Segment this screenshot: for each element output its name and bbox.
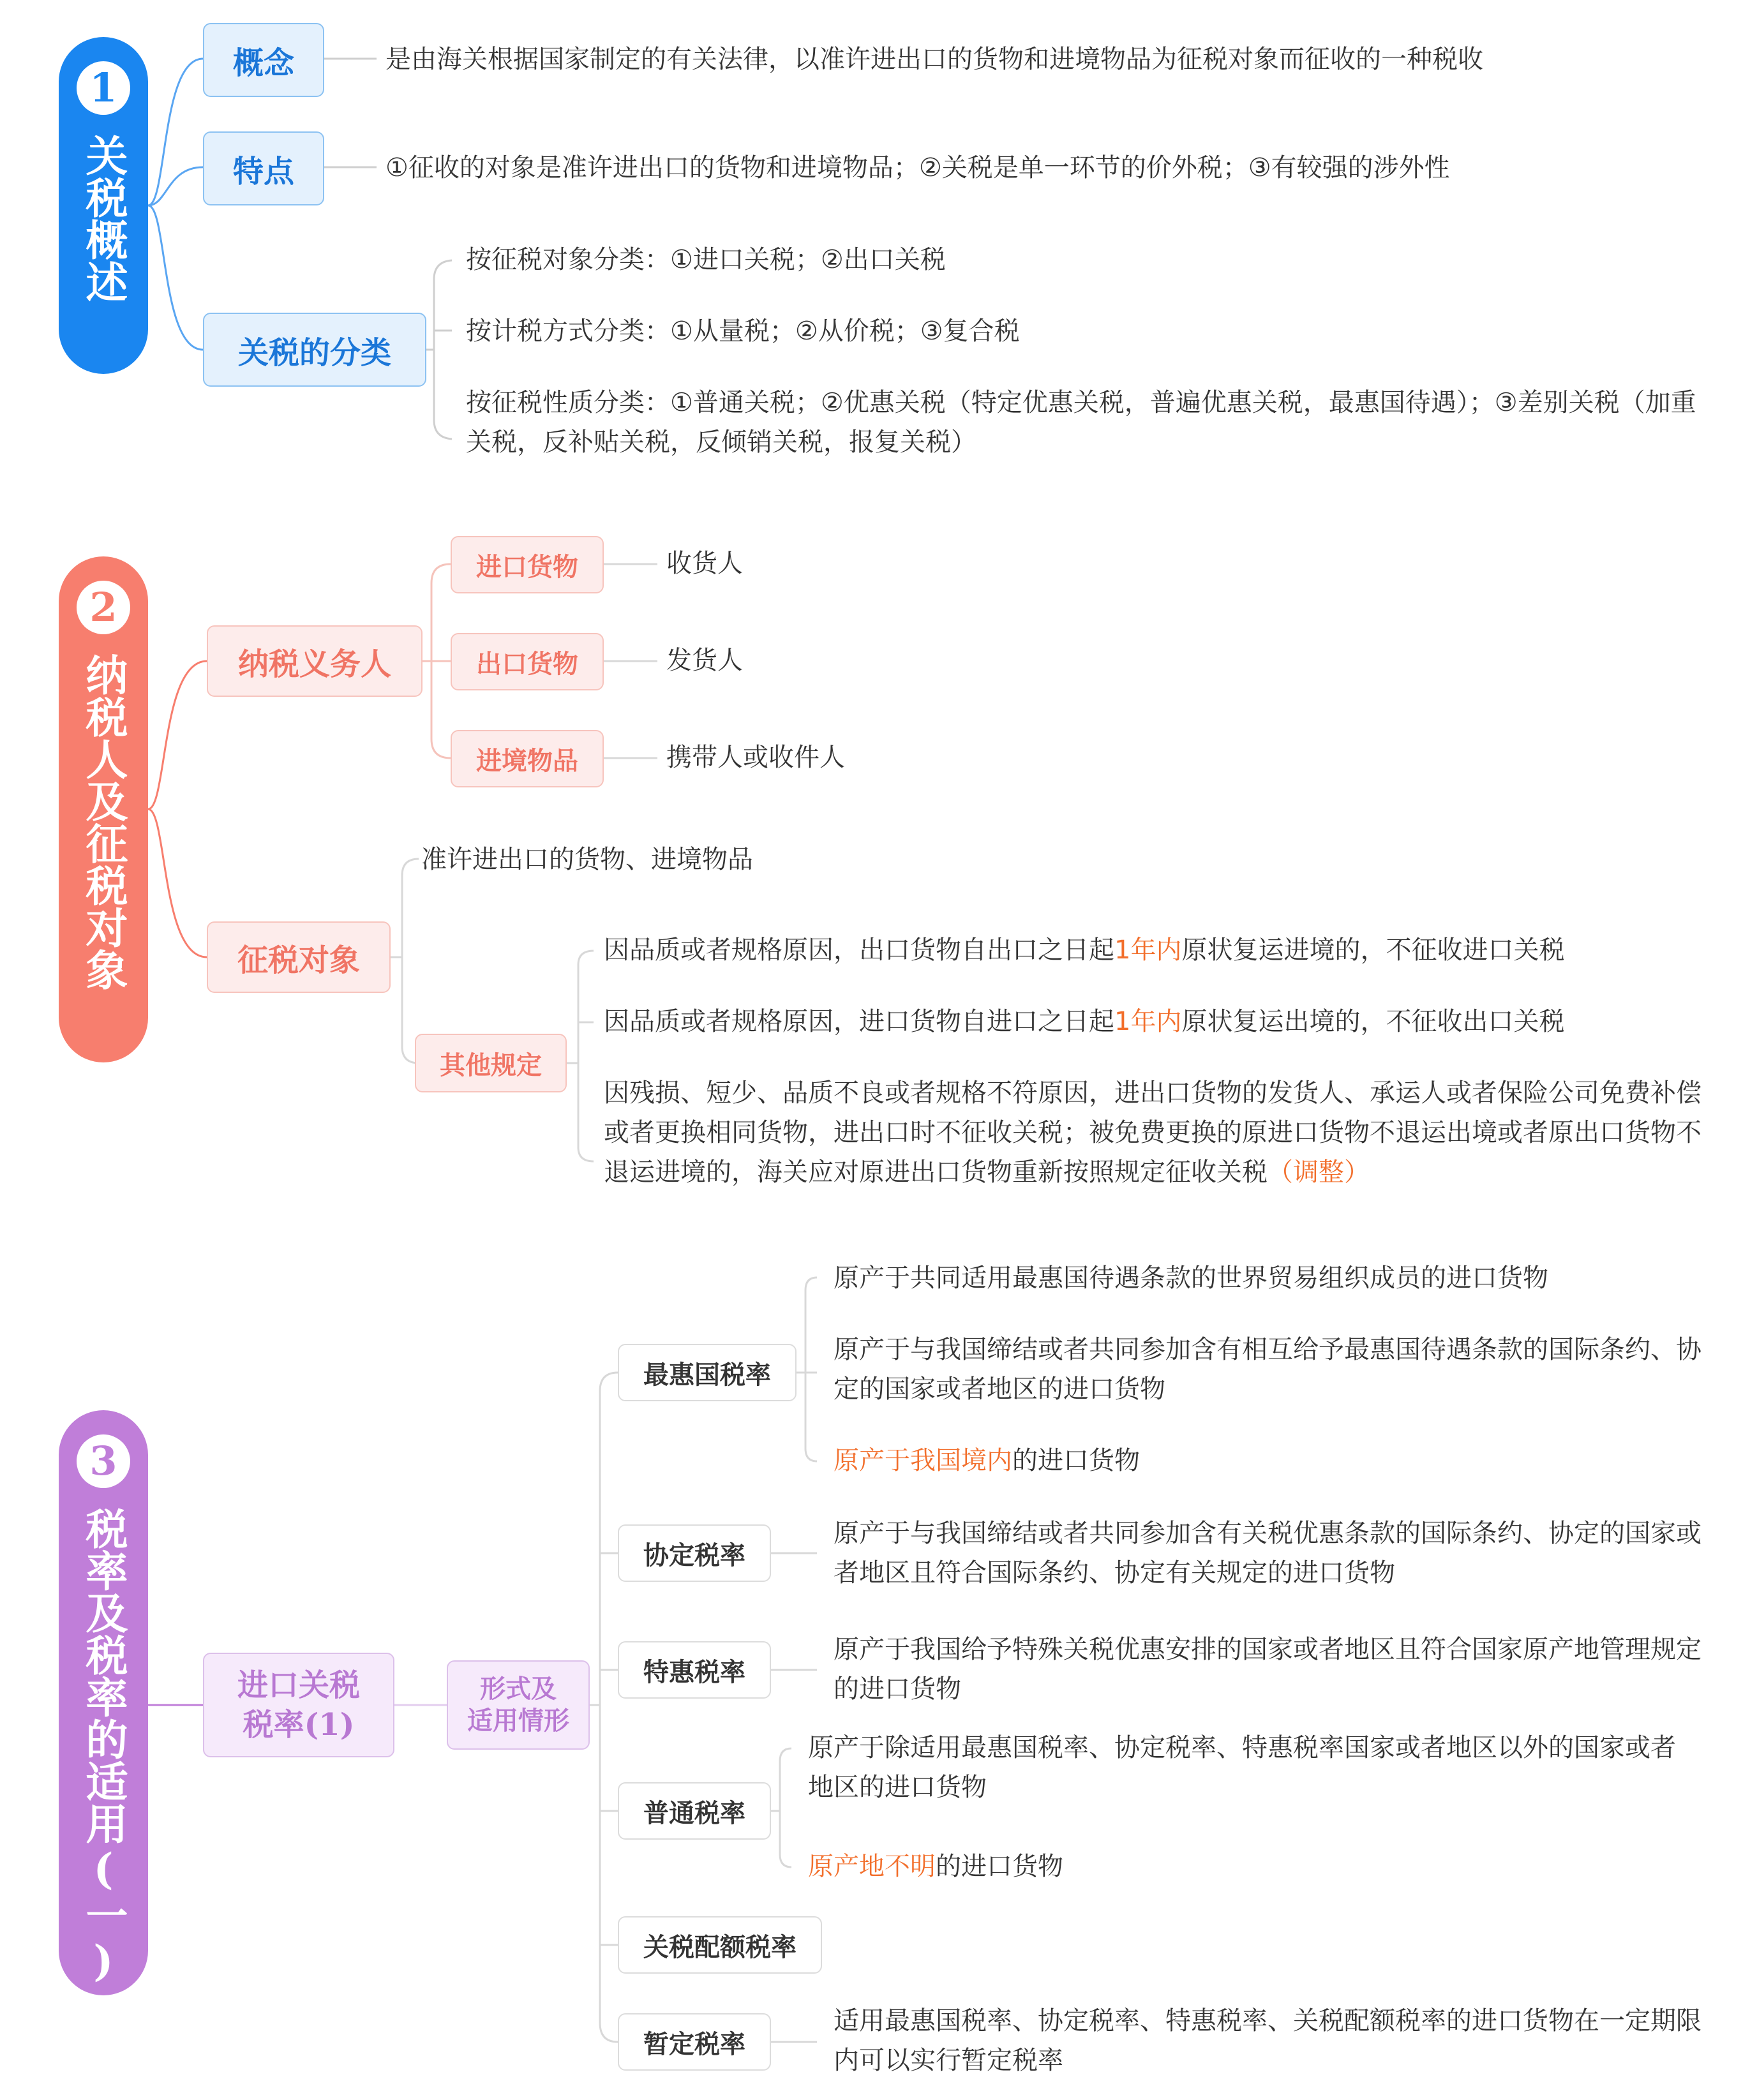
- node-tax-object[interactable]: 征税对象: [207, 921, 391, 993]
- highlight: 1年内: [1114, 935, 1182, 965]
- section-2-number: 2: [77, 581, 130, 634]
- link-s1-features: [148, 167, 203, 205]
- export-goods-text: 发货人: [666, 646, 743, 675]
- node-inbound-articles[interactable]: 进境物品: [451, 730, 604, 787]
- node-form-usage[interactable]: 形式及 适用情形: [447, 1660, 590, 1750]
- link-s2-taxpayer: [148, 661, 207, 809]
- concept-text: 是由海关根据国家制定的有关法律，以准许进出口的货物和进境物品为征税对象而征收的一种税收: [385, 45, 1483, 74]
- highlight: 原产于我国境内: [834, 1446, 1012, 1475]
- section-2-title: 纳税人及征税对象: [79, 653, 128, 990]
- node-mfn-rate[interactable]: 最惠国税率: [618, 1344, 797, 1401]
- section-3-badge: [59, 1410, 148, 1995]
- special-text: 原产于我国给予特殊关税优惠安排的国家或者地区且符合国家原产地管理规定的进口货物: [834, 1635, 1702, 1704]
- node-classification[interactable]: 关税的分类: [203, 313, 426, 387]
- section-2-badge: [59, 556, 148, 1062]
- node-features[interactable]: 特点: [203, 131, 324, 205]
- section-3-title: 税率及税率的适用(一): [79, 1507, 128, 1986]
- node-taxpayer[interactable]: 纳税义务人: [207, 625, 423, 697]
- section-1-title: 关税概述: [79, 134, 128, 302]
- link-s1-class: [148, 205, 203, 350]
- mfn-item: 原产于与我国缔结或者共同参加含有相互给予最惠国待遇条款的国际条约、协定的国家或者地区的进口货物: [834, 1335, 1702, 1404]
- mfn-item: 原产于我国境内的进口货物: [834, 1446, 1140, 1475]
- node-quota-rate[interactable]: 关税配额税率: [618, 1916, 822, 1974]
- classification-item: 按征税性质分类：①普通关税；②优惠关税（特定优惠关税，普遍优惠关税，最惠国待遇）；③差别关税（加重关税，反补贴关税，反倾销关税，报复关税）: [466, 388, 1696, 457]
- node-general-rate[interactable]: 普通税率: [618, 1782, 771, 1840]
- node-concept[interactable]: 概念: [203, 23, 324, 97]
- other-rule-3: 因残损、短少、品质不良或者规格不符原因，进出口货物的发货人、承运人或者保险公司免费补偿或者更换相同货物，进出口时不征收关税；被免费更换的原进口货物不退运出境或者原出口货物不退运进境的，海关应对原进出口货物重新按照规定征收关税（调整）: [604, 1078, 1702, 1187]
- import-goods-text: 收货人: [666, 549, 743, 578]
- general-item: 原产于除适用最惠国税率、协定税率、特惠税率国家或者地区以外的国家或者地区的进口货物: [808, 1733, 1676, 1802]
- link-s2-object: [148, 809, 207, 957]
- section-1-number: 1: [77, 61, 130, 115]
- highlight: 1年内: [1114, 1007, 1182, 1036]
- general-item: 原产地不明的进口货物: [808, 1852, 1063, 1881]
- node-provisional-rate[interactable]: 暂定税率: [618, 2013, 771, 2071]
- provisional-text: 适用最惠国税率、协定税率、特惠税率、关税配额税率的进口货物在一定期限内可以实行暂定税率: [834, 2006, 1702, 2075]
- node-special-rate[interactable]: 特惠税率: [618, 1641, 771, 1699]
- other-rule-2: 因品质或者规格原因，进口货物自进口之日起1年内原状复运出境的，不征收出口关税: [604, 1007, 1565, 1036]
- agreement-text: 原产于与我国缔结或者共同参加含有关税优惠条款的国际条约、协定的国家或者地区且符合国际条约、协定有关规定的进口货物: [834, 1519, 1702, 1588]
- section-3-number: 3: [77, 1434, 130, 1488]
- node-import-rate[interactable]: 进口关税 税率(1): [203, 1653, 394, 1757]
- other-rule-1: 因品质或者规格原因，出口货物自出口之日起1年内原状复运进境的，不征收进口关税: [604, 935, 1565, 965]
- link-s1-concept: [148, 59, 203, 205]
- tax-object-text: 准许进出口的货物、进境物品: [421, 845, 753, 874]
- features-text: ①征收的对象是准许进出口的货物和进境物品；②关税是单一环节的价外税；③有较强的涉外性: [385, 153, 1450, 182]
- inbound-articles-text: 携带人或收件人: [666, 743, 845, 772]
- highlight: 原产地不明: [808, 1852, 936, 1881]
- node-agreement-rate[interactable]: 协定税率: [618, 1524, 771, 1582]
- highlight: （调整）: [1268, 1158, 1370, 1187]
- mfn-item: 原产于共同适用最惠国待遇条款的世界贸易组织成员的进口货物: [834, 1263, 1548, 1293]
- section-1-badge: [59, 37, 148, 374]
- classification-item: 按计税方式分类：①从量税；②从价税；③复合税: [466, 316, 1020, 346]
- node-other-rules[interactable]: 其他规定: [415, 1034, 567, 1092]
- node-export-goods[interactable]: 出口货物: [451, 633, 604, 690]
- node-import-goods[interactable]: 进口货物: [451, 536, 604, 593]
- classification-item: 按征税对象分类：①进口关税；②出口关税: [466, 245, 946, 274]
